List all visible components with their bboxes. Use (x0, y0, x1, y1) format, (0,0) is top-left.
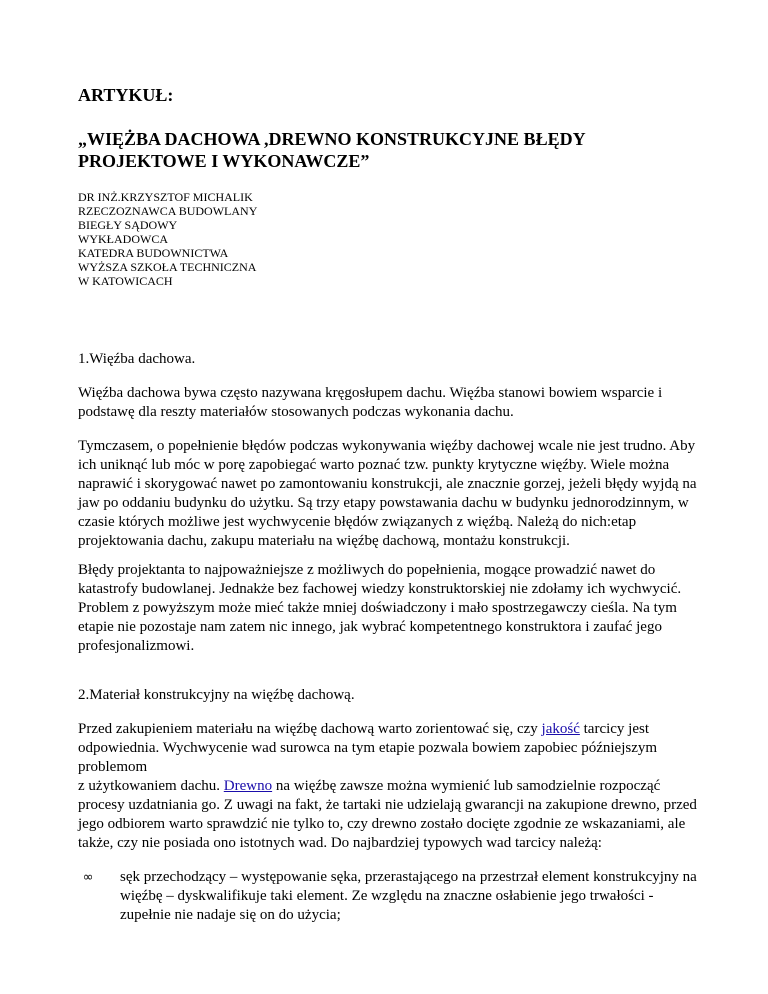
article-title-line-2: PROJEKTOWE I WYKONAWCZE” (78, 151, 370, 171)
section-2-text: na więźbę zawsze można wymienić lub samodzielnie rozpocząć procesy uzdatniania go. Z uwagi na fakt, że tartaki nie udzielają gwarancji na zakupione drewno, przed jego odbiorem warto sprawdzić nie tylko to, czy drewno zostało docięte zgodnie ze wskazaniami, ale także, czy nie posiada ono istotnych wad. Do najbardziej typowych wad tarcicy należą: (78, 778, 697, 851)
author-line: BIEGŁY SĄDOWY (78, 218, 178, 232)
section-2-text: z użytkowaniem dachu. (78, 778, 224, 794)
section-1-paragraph-1: Więźba dachowa bywa często nazywana kręgosłupem dachu. Więźba stanowi bowiem wsparcie i podstawę dla reszty materiałów stosowanych podczas wykonania dachu. (78, 385, 663, 420)
quality-link[interactable]: jakość (541, 721, 580, 737)
author-line: WYŻSZA SZKOŁA TECHNICZNA (78, 260, 257, 274)
author-line: WYKŁADOWCA (78, 232, 168, 246)
document-content (78, 84, 698, 925)
section-2-paragraph-2 (78, 777, 698, 853)
author-line: RZECZOZNAWCA BUDOWLANY (78, 204, 258, 218)
section-2-text: tarcicy jest odpowiednia. Wychwycenie wad surowca na tym etapie pozwala bowiem zapobiec późniejszym problemom (78, 721, 658, 775)
list-item (78, 868, 698, 925)
list-item-text: sęk przechodzący – występowanie sęka, przerastającego na przestrzał element konstrukcyjny na więźbę – dyskwalifikuje taki element. Ze względu na znaczne osłabienie jego trwałości - zupełnie nie nadaje się on do użycia; (120, 869, 697, 923)
section-1-paragraph-3: Błędy projektanta to najpoważniejsze z możliwych do popełnienia, mogące prowadzić nawet do katastrofy budowlanej. Jednakże bez fachowej wiedzy konstruktorskiej nie zdołamy ich wychwycić. Problem z powyższym może mieć także mniej doświadczony i mało spostrzegawczy cieśla. Na tym etapie nie pozostaje nam zatem nic innego, jak wybrać kompetentnego konstruktora i zaufać jego profesjonalizmowi. (78, 562, 682, 654)
defects-list (78, 868, 698, 925)
infinity-bullet-icon: ∞ (82, 870, 94, 885)
author-line: W KATOWICACH (78, 274, 173, 288)
section-2-heading: 2.Materiał konstrukcyjny na więźbę dachową. (78, 687, 355, 703)
author-line: KATEDRA BUDOWNICTWA (78, 246, 229, 260)
article-label: ARTYKUŁ: (78, 85, 174, 105)
section-1-heading: 1.Więźba dachowa. (78, 351, 196, 367)
wood-link[interactable]: Drewno (223, 778, 273, 794)
section-2-text: Przed zakupieniem materiału na więźbę dachową warto zorientować się, czy (78, 721, 542, 737)
article-title-line-1: „WIĘŻBA DACHOWA ,DREWNO KONSTRUKCYJNE BŁĘDY (78, 129, 586, 149)
section-1-paragraph-2: Tymczasem, o popełnienie błędów podczas wykonywania więźby dachowej wcale nie jest trudno. Aby ich uniknąć lub móc w porę zapobiegać warto poznać tzw. punkty krytyczne więźby. Wiele można naprawić i skorygować nawet po zamontowaniu konstrukcji, ale znacznie gorzej, jeżeli błędy wyjdą na jaw po oddaniu budynku do użytku. Są trzy etapy powstawania dachu w budynku jednorodzinnym, w czasie których możliwe jest wychwycenie błędów związanych z więźbą. Należą do nich:etap projektowania dachu, zakupu materiału na więźbę dachową, montażu konstrukcji. (78, 438, 697, 549)
article-title (78, 128, 698, 172)
author-line: DR INŻ.KRZYSZTOF MICHALIK (78, 190, 253, 204)
section-2-paragraph-1 (78, 720, 698, 777)
author-block (78, 190, 698, 288)
